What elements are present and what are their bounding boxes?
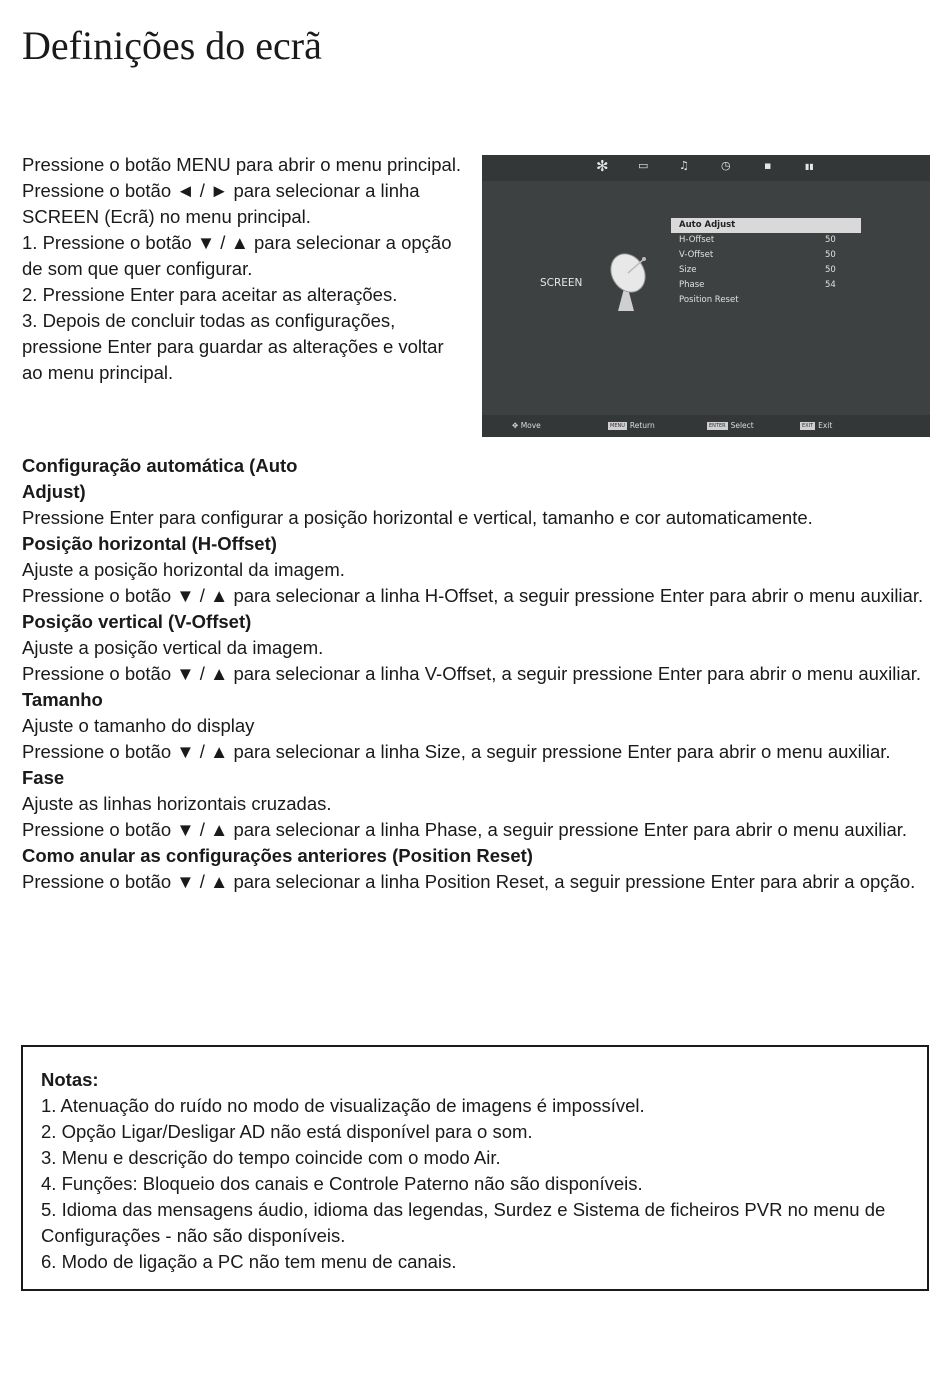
clock-icon: ◷ (721, 159, 731, 172)
note-item: 4. Funções: Bloqueio dos canais e Controle Paterno não são disponíveis. (41, 1173, 643, 1194)
section-line: Ajuste o tamanho do display (22, 715, 255, 736)
intro-line: Pressione o botão MENU para abrir o menu principal. (22, 154, 462, 175)
input-icon: ▮▮ (805, 162, 814, 171)
note-item: 2. Opção Ligar/Desligar AD não está disponível para o som. (41, 1121, 533, 1142)
exit-key-icon: EXIT (802, 423, 814, 429)
osd-item-label: Auto Adjust (679, 220, 736, 230)
osd-section-label: SCREEN (540, 277, 583, 289)
notes-box (21, 1045, 929, 1291)
section-heading: Fase (22, 767, 65, 788)
note-item: 5. Idioma das mensagens áudio, idioma das legendas, Surdez e Sistema de ficheiros PVR no menu de Configurações - não são disponíveis. (41, 1199, 886, 1246)
intro-line: 2. Pressione Enter para aceitar as alterações. (22, 284, 398, 305)
section-line: Pressione o botão ▼ / ▲ para selecionar a linha Position Reset, a seguir pressione Enter para abrir a opção. (22, 871, 916, 892)
section-heading: Configuração automática (Auto Adjust) (22, 455, 298, 502)
osd-item-label: H-Offset (679, 235, 715, 245)
osd-footer-move-label: Move (520, 421, 541, 430)
osd-item-label: V-Offset (679, 250, 714, 260)
notes-heading: Notas: (41, 1069, 99, 1090)
section-heading: Como anular as configurações anteriores (Position Reset) (22, 845, 533, 866)
note-item: 1. Atenuação do ruído no modo de visualização de imagens é impossível. (41, 1095, 645, 1116)
osd-footer-exit (800, 421, 832, 430)
osd-item-phase[interactable] (671, 278, 861, 293)
section-heading: Posição vertical (V-Offset) (22, 611, 252, 632)
section-heading: Tamanho (22, 689, 103, 710)
intro-line: Pressione o botão ◄ / ► para selecionar a linha SCREEN (Ecrã) no menu principal. (22, 180, 420, 227)
osd-item-value: 50 (825, 235, 836, 245)
osd-footer (482, 415, 930, 437)
osd-footer-return-label: Return (629, 421, 655, 430)
section-line: Pressione o botão ▼ / ▲ para selecionar a linha Size, a seguir pressione Enter para abrir o menu auxiliar. (22, 741, 891, 762)
osd-item-label: Position Reset (679, 295, 739, 305)
note-item: 6. Modo de ligação a PC não tem menu de canais. (41, 1251, 457, 1272)
section-line: Pressione Enter para configurar a posição horizontal e vertical, tamanho e cor automaticamente. (22, 507, 813, 528)
osd-item-v-offset[interactable] (671, 248, 861, 263)
section-line: Pressione o botão ▼ / ▲ para selecionar a linha H-Offset, a seguir pressione Enter para abrir o menu auxiliar. (22, 585, 924, 606)
page-title: Definições do ecrã (22, 23, 322, 68)
osd-item-value: 50 (825, 265, 836, 275)
section-line: Ajuste a posição vertical da imagem. (22, 637, 324, 658)
section-line: Ajuste a posição horizontal da imagem. (22, 559, 345, 580)
settings-descriptions (22, 453, 932, 895)
enter-key-icon: ENTER (709, 423, 726, 429)
osd-item-label: Phase (679, 280, 705, 290)
screen-menu-screenshot (482, 155, 930, 437)
lock-icon: ▪ (764, 159, 772, 172)
music-icon: ♫ (679, 159, 689, 172)
move-arrows-icon: ✥ (512, 421, 519, 430)
osd-item-value: 54 (825, 280, 836, 290)
monitor-icon: ▭ (638, 159, 649, 172)
satellite-dish-icon (604, 251, 652, 313)
osd-footer-move (512, 421, 541, 430)
gear-icon: ✻ (596, 157, 609, 175)
osd-menu-list (671, 218, 861, 308)
osd-item-h-offset[interactable] (671, 233, 861, 248)
osd-item-label: Size (679, 265, 697, 275)
intro-line: 1. Pressione o botão ▼ / ▲ para selecionar a opção de som que quer configurar. (22, 232, 452, 279)
section-line: Pressione o botão ▼ / ▲ para selecionar a linha V-Offset, a seguir pressione Enter para abrir o menu auxiliar. (22, 663, 922, 684)
osd-footer-select-label: Select (730, 421, 754, 430)
note-item: 3. Menu e descrição do tempo coincide com o modo Air. (41, 1147, 501, 1168)
intro-line: 3. Depois de concluir todas as configurações, pressione Enter para guardar as alterações e voltar ao menu principal. (22, 310, 444, 383)
section-heading: Posição horizontal (H-Offset) (22, 533, 277, 554)
section-line: Pressione o botão ▼ / ▲ para selecionar a linha Phase, a seguir pressione Enter para abrir o menu auxiliar. (22, 819, 908, 840)
menu-key-icon: MENU (610, 423, 625, 429)
osd-item-position-reset[interactable] (671, 293, 861, 308)
intro-text (22, 152, 462, 386)
section-line: Ajuste as linhas horizontais cruzadas. (22, 793, 332, 814)
osd-footer-return (608, 421, 655, 430)
osd-item-value: 50 (825, 250, 836, 260)
osd-item-auto-adjust[interactable] (671, 218, 861, 233)
osd-tab-bar (482, 155, 930, 181)
osd-footer-exit-label: Exit (818, 421, 833, 430)
osd-item-size[interactable] (671, 263, 861, 278)
osd-footer-select (707, 421, 754, 430)
